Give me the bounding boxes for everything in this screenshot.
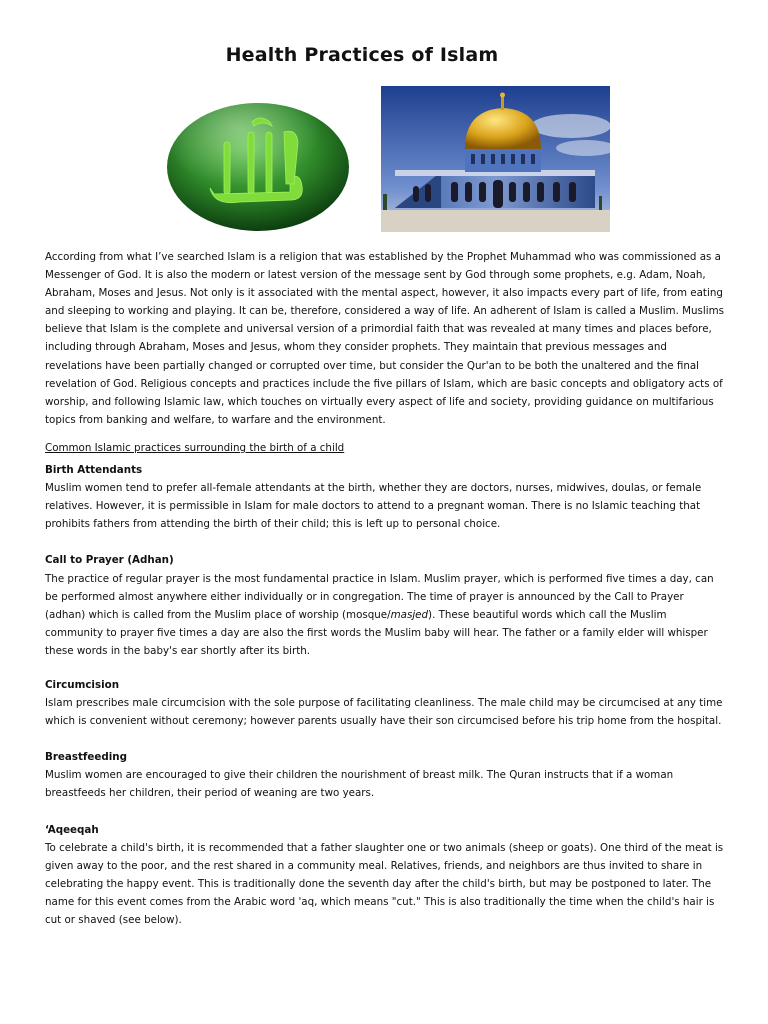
dome-of-the-rock-photo [381, 86, 610, 232]
breastfeeding-heading: Breastfeeding [45, 751, 127, 764]
intro-paragraph: According from what I’ve searched Islam is a religion that was established by the Prophet Muhammad who was commissioned as a Messenger of God. It is also the modern or latest version of the message sent by God through some prophets, e.g. Adam, Noah, Abraham, Moses and Jesus. Not only is it associated with the mental aspect, however, it also impacts every part of life, from eating and sleeping to working and playing. It can be, therefore, considered a way of life. An adherent of Islam is called a Muslim. Muslims believe that Islam is the complete and universal version of a primordial faith that was revealed at many times and places before, including through Abraham, Moses and Jesus, whom they consider prophets. They maintain that previous messages and revelations have been partially changed or corrupted over time, but consider the Qur'an to be both the unaltered and the final revelation of God. Religious concepts and practices include the five pillars of Islam, which are basic concepts and obligatory acts of worship, and following Islamic law, which touches on virtually every aspect of life and society, providing guidance on multifarious topics from banking and welfare, to warfare and the environment. [45, 251, 725, 426]
allah-calligraphy-emblem-icon [166, 102, 350, 232]
masjed-term: masjed [390, 608, 429, 621]
document-body [45, 248, 725, 947]
call-to-prayer-heading: Call to Prayer (Adhan) [45, 554, 174, 567]
breastfeeding-body: Muslim women are encouraged to give their children the nourishment of breast milk. The Quran instructs that if a woman breastfeeds her children, their period of weaning are two years. [45, 769, 674, 800]
call-to-prayer-section [45, 551, 725, 660]
breastfeeding-section [45, 748, 725, 802]
aqeeqah-body: To celebrate a child's birth, it is recommended that a father slaughter one or two animals (sheep or goats). One third of the meat is given away to the poor, and the rest shared in a community meal. Relatives, friends, and neighbors are thus invited to share in celebrating the happy event. This is traditionally done the seventh day after the child's birth, but may be postponed to later. The name for this event comes from the Arabic word 'aq, which means "cut." This is also traditionally the time when the child's hair is cut or shaved (see below). [45, 841, 724, 926]
aqeeqah-heading: ‘Aqeeqah [45, 823, 99, 836]
birth-attendants-heading: Birth Attendants [45, 464, 143, 477]
circumcision-heading: Circumcision [45, 678, 120, 691]
birth-attendants-body: Muslim women tend to prefer all-female attendants at the birth, whether they are doctors, nurses, midwives, doulas, or female relatives. However, it is permissible in Islam for male doctors to attend to a pregnant woman. There is no Islamic teaching that prohibits fathers from attending the birth of their child; this is left up to personal choice. [45, 482, 702, 531]
aqeeqah-section [45, 821, 725, 930]
circumcision-body: Islam prescribes male circumcision with the sole purpose of facilitating cleanliness. The male child may be circumcised at any time which is convenient without ceremony; however parents usually have their son circumcised before his trip home from the hospital. [45, 697, 723, 728]
circumcision-section [45, 676, 725, 730]
call-to-prayer-body [45, 570, 725, 660]
birth-attendants-section [45, 461, 725, 533]
page-title: Health Practices of Islam [225, 44, 499, 66]
call-to-prayer-text-1: The practice of regular prayer is the most fundamental practice in Islam. Muslim prayer, which is performed five times a day, can be performed almost anywhere either individually or in congregation. The time of prayer is announced by the Call to Prayer (adhan) which is called from the Muslim place of worship (mosque/ [45, 572, 714, 621]
birth-practices-heading: Common Islamic practices surrounding the birth of a child [45, 441, 345, 454]
call-to-prayer-text-2: ). These beautiful words which call the Muslim community to prayer five times a day are also the first words the Muslim baby will hear. The father or a family elder will whisper these words in the baby's ear shortly after its birth. [45, 608, 708, 657]
